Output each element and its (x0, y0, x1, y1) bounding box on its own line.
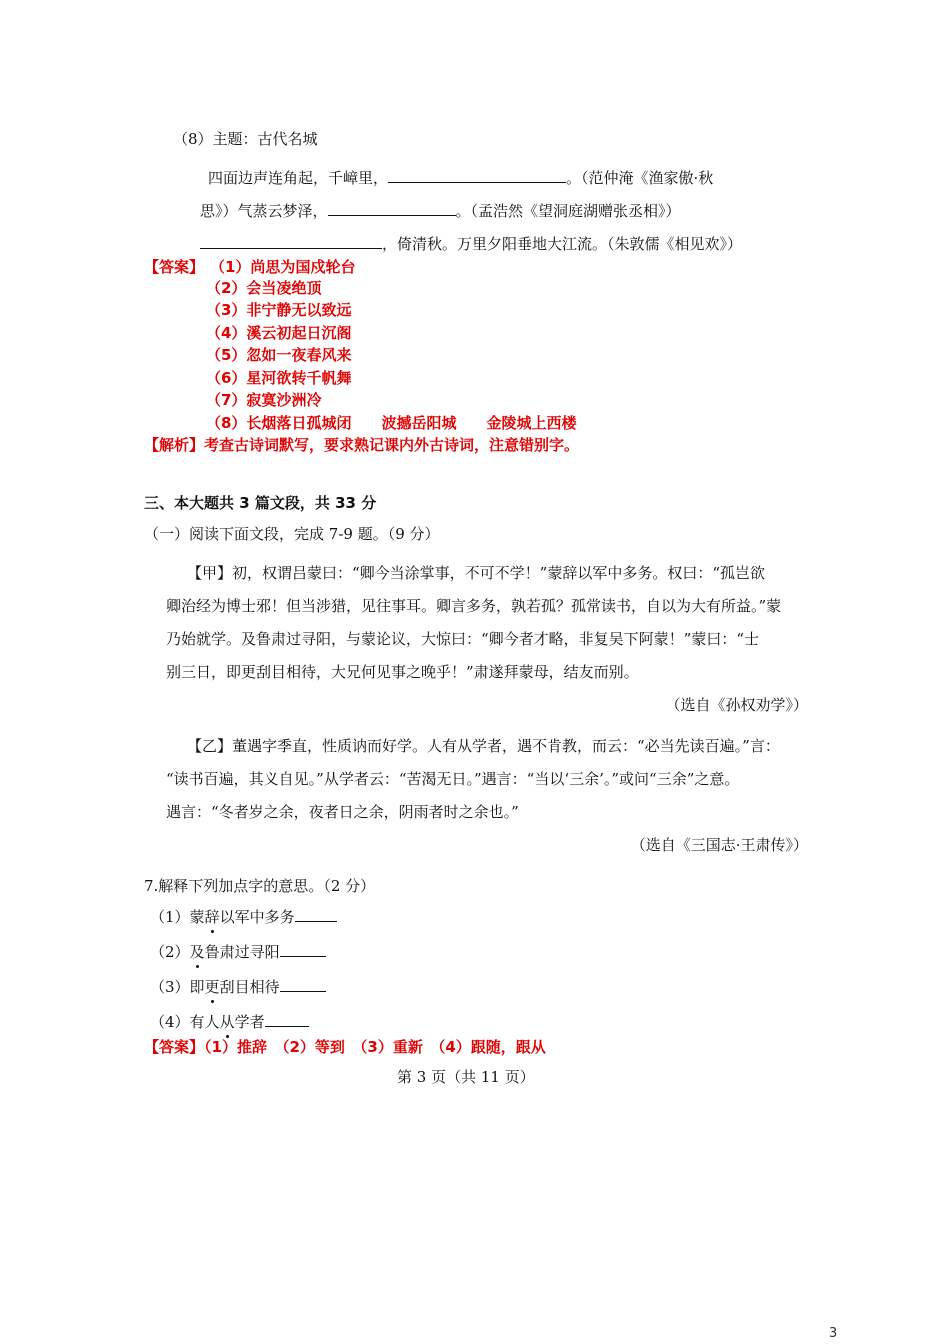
q8-line-2 (200, 200, 681, 221)
q7-item-4 (150, 1011, 309, 1032)
q7-item-3-pre: （3）即 (150, 978, 205, 996)
q8-heading: （8）主题：古代名城 (173, 130, 318, 148)
passage-jia-line-2: 卿治经为博士邪！但当涉猎，见往事耳。卿言多务，孰若孤？孤常读书，自以为大有所益。”蒙 (166, 597, 782, 615)
q8-line-3-text-b: ，倚清秋。万里夕阳垂地大江流。（朱敦儒《相见欢》） (382, 235, 743, 253)
answer-1-label: 【答案】 (144, 258, 205, 276)
q8-line-1 (208, 167, 713, 188)
page-footer: 第 3 页（共 11 页） (397, 1068, 535, 1086)
q7-blank-2[interactable] (280, 942, 326, 957)
answer-1-item-3: （3）非宁静无以致远 (206, 301, 352, 319)
section-3-subtitle: （一）阅读下面文段，完成 7-9 题。（9 分） (144, 525, 440, 543)
q7-heading: 7.解释下列加点字的意思。（2 分） (144, 877, 376, 895)
corner-page-number: 3 (829, 1326, 838, 1341)
answer-1-item-1: （1）尚思为国戍轮台 (210, 258, 356, 276)
q8-line-1-text-b: 。（范仲淹《渔家傲·秋 (566, 169, 714, 187)
q7-item-4-dotted-char: 从 (219, 1013, 235, 1031)
q8-line-2-text-a: 思》）气蒸云梦泽， (200, 202, 328, 220)
q7-item-4-pre: （4）有人 (150, 1013, 220, 1031)
q7-item-2-pre: （2） (150, 943, 190, 961)
passage-yi-line-3: 遇言：“冬者岁之余，夜者日之余，阴雨者时之余也。” (166, 803, 519, 821)
passage-jia-source: （选自《孙权劝学》） (665, 696, 808, 714)
q7-item-3-dotted-char: 更 (204, 978, 220, 996)
q7-item-1-post: 以军中多务 (219, 908, 295, 926)
q8-blank-3[interactable] (200, 234, 382, 249)
passage-yi-line-1: 【乙】董遇字季直，性质讷而好学。人有从学者，遇不肯教，而云：“必当先读百遍。”言： (187, 737, 780, 755)
answer-1-item-6: （6）星河欲转千帆舞 (206, 369, 352, 387)
q7-item-1-pre: （1）蒙 (150, 908, 205, 926)
answer-1-item-8: （8）长烟落日孤城闭 波撼岳阳城 金陵城上西楼 (206, 414, 577, 432)
answer-1-item-2: （2）会当凌绝顶 (206, 279, 322, 297)
q8-blank-2[interactable] (328, 201, 456, 216)
q8-blank-1[interactable] (388, 168, 566, 183)
answer-2: 【答案】（1）推辞 （2）等到 （3）重新 （4）跟随，跟从 (144, 1038, 546, 1056)
q7-item-2 (150, 941, 326, 962)
passage-jia-line-4: 别三日，即更刮目相待，大兄何见事之晚乎！”肃遂拜蒙母，结友而别。 (166, 663, 639, 681)
passage-jia-line-1: 【甲】初，权谓吕蒙曰：“卿今当涂掌事，不可不学！”蒙辞以军中多务。权曰：“孤岂欲 (187, 564, 766, 582)
passage-yi-line-2: “读书百遍，其义自见。”从学者云：“苦渴无日。”遇言：“当以‘三余’。”或问“三余”之意。 (166, 770, 740, 788)
q7-item-1 (150, 906, 337, 927)
q7-item-3 (150, 976, 326, 997)
q7-item-1-dotted-char: 辞 (204, 908, 220, 926)
q7-blank-4[interactable] (265, 1012, 309, 1027)
q7-item-4-post: 学者 (234, 1013, 265, 1031)
q8-line-3 (200, 233, 742, 254)
q7-item-2-post: 鲁肃过寻阳 (204, 943, 280, 961)
q8-line-1-text-a: 四面边声连角起，千嶂里， (208, 169, 389, 187)
q7-blank-3[interactable] (280, 977, 326, 992)
answer-1-item-4: （4）溪云初起日沉阁 (206, 324, 352, 342)
q8-line-2-text-b: 。（孟浩然《望洞庭湖赠张丞相》） (455, 202, 681, 220)
analysis-1: 【解析】考查古诗词默写，要求熟记课内外古诗词，注意错别字。 (144, 436, 580, 454)
passage-jia-line-3: 乃始就学。及鲁肃过寻阳，与蒙论议，大惊曰：“卿今者才略，非复吴下阿蒙！”蒙曰：“士 (166, 630, 760, 648)
q7-item-2-dotted-char: 及 (189, 943, 205, 961)
q7-item-3-post: 刮目相待 (219, 978, 280, 996)
answer-1-item-7: （7）寂寞沙洲冷 (206, 391, 322, 409)
q7-blank-1[interactable] (295, 907, 337, 922)
section-3-title: 三、本大题共 3 篇文段，共 33 分 (144, 494, 377, 512)
answer-1-item-5: （5）忽如一夜春风来 (206, 346, 352, 364)
passage-yi-source: （选自《三国志·王肃传》） (630, 836, 808, 854)
